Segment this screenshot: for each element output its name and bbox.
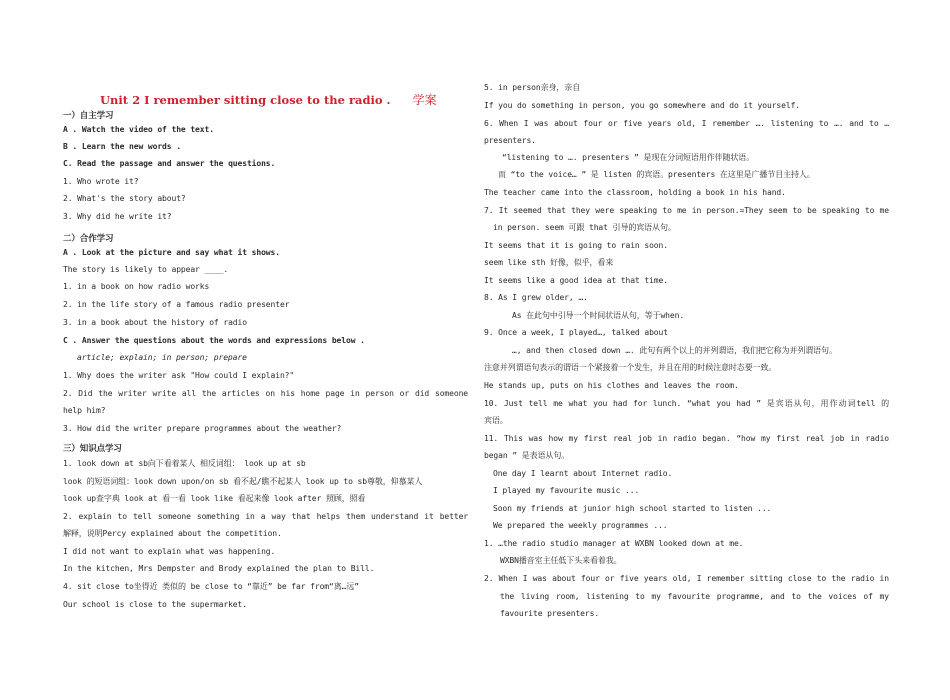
text-line: seem like sth 好像，似乎，看来 bbox=[484, 258, 614, 267]
text-line: 1. …the radio studio manager at WXBN looked down at me. bbox=[484, 539, 744, 548]
text-line: One day I learnt about Internet radio. bbox=[493, 469, 673, 478]
text-line: 8. As I grew older, …. bbox=[484, 293, 588, 302]
text-line: 11. This was how my first real job in radio began. “how my first real job in radio bbox=[484, 434, 889, 443]
text-line: C. Read the passage and answer the questions. bbox=[63, 159, 276, 168]
text-line: 2. What's the story about? bbox=[63, 194, 186, 203]
text-line: …, and then closed down …. 此句有两个以上的并列谓语，我们把它称为并列谓语句。 bbox=[512, 346, 837, 355]
text-line: 7. It seemed that they were speaking to me in person.=They seem to be speaking to me bbox=[484, 206, 889, 215]
text-line: Our school is close to the supermarket. bbox=[63, 600, 247, 609]
text-line: 1. Who wrote it? bbox=[63, 177, 139, 186]
text-line: I played my favourite music ... bbox=[493, 486, 640, 495]
text-line: WXBN播音室主任低下头来看着我。 bbox=[500, 556, 622, 565]
title-english: Unit 2 I remember sitting close to the radio . bbox=[100, 93, 391, 107]
text-line: 1. look down at sb向下看着某人 相反词组： look up at sb bbox=[63, 459, 306, 468]
text-line: 3. How did the writer prepare programmes about the weather? bbox=[63, 424, 342, 433]
text-line: A . Look at the picture and say what it shows. bbox=[63, 248, 280, 257]
text-line: I did not want to explain what was happening. bbox=[63, 547, 276, 556]
text-line: 2. When I was about four or five years old, I remember sitting close to the radio in bbox=[484, 574, 889, 583]
section-heading: 二）合作学习 bbox=[63, 234, 114, 244]
section-heading: 三）知识点学习 bbox=[63, 444, 122, 454]
text-line: began ” 是表语从句。 bbox=[484, 451, 570, 460]
text-line: look up查字典 look at 看一看 look like 看起来像 look after 照顾，照看 bbox=[63, 494, 366, 503]
text-line: As 在此句中引导一个时间状语从句，等于when. bbox=[512, 311, 685, 320]
text-line: 1. in a book on how radio works bbox=[63, 282, 210, 291]
text-line: 2. explain to tell someone something in a way that helps them understand it better bbox=[63, 512, 468, 521]
text-line: 宾语。 bbox=[484, 416, 508, 425]
text-line: 5. in person亲身，亲自 bbox=[484, 83, 581, 92]
text-line: 4. sit close to坐得近 类似的 be close to “靠近” be far from“离…远” bbox=[63, 582, 359, 591]
title-chinese: 学案 bbox=[412, 93, 437, 107]
text-line: If you do something in person, you go somewhere and do it yourself. bbox=[484, 101, 800, 110]
text-line: presenters. bbox=[484, 136, 536, 145]
text-line: 9. Once a week, I played…, talked about bbox=[484, 328, 668, 337]
section-heading: 一）自主学习 bbox=[63, 111, 114, 121]
text-line: A . Watch the video of the text. bbox=[63, 125, 214, 134]
text-line: The story is likely to appear ____. bbox=[63, 265, 229, 274]
text-line: 注意并列谓语句表示的谓语一个紧接着一个发生，并且在用的时候注意时态要一致。 bbox=[484, 363, 777, 372]
page-title bbox=[100, 91, 460, 108]
text-line: look 的短语词组：look down upon/on sb 看不起/瞧不起某人 look up to sb尊敬，仰慕某人 bbox=[63, 477, 423, 486]
text-line: 而 “to the voice… ” 是 listen 的宾语。presenters 在这里是广播节目主持人。 bbox=[498, 170, 815, 179]
text-line: article; explain; in person; prepare bbox=[77, 353, 247, 362]
text-line: We prepared the weekly programmes ... bbox=[493, 521, 668, 530]
text-line: 1. Why does the writer ask "How could I explain?" bbox=[63, 371, 295, 380]
text-line: 解释，说明Percy explained about the competition. bbox=[63, 529, 282, 538]
text-line: the living room, listening to my favourite programme, and to the voices of my bbox=[500, 592, 889, 601]
text-line: 6. When I was about four or five years old, I remember …. listening to …. and to … bbox=[484, 119, 889, 128]
text-line: help him? bbox=[63, 406, 106, 415]
text-line: 2. in the life story of a famous radio presenter bbox=[63, 300, 290, 309]
text-line: 3. in a book about the history of radio bbox=[63, 318, 247, 327]
text-line: It seems like a good idea at that time. bbox=[484, 276, 668, 285]
text-line: Soon my friends at junior high school started to listen ... bbox=[493, 504, 772, 513]
text-line: 10. Just tell me what you had for lunch. “what you had ” 是宾语从句，用作动词tell 的 bbox=[484, 399, 889, 408]
text-line: It seems that it is going to rain soon. bbox=[484, 241, 668, 250]
text-line: 3. Why did he write it? bbox=[63, 212, 172, 221]
text-line: favourite presenters. bbox=[500, 609, 600, 618]
text-line: In the kitchen, Mrs Dempster and Brody explained the plan to Bill. bbox=[63, 564, 375, 573]
text-line: “listening to …. presenters ” 是现在分词短语用作伴随状语。 bbox=[502, 153, 755, 162]
text-line: 2. Did the writer write all the articles on his home page in person or did someone bbox=[63, 389, 468, 398]
text-line: He stands up, puts on his clothes and leaves the room. bbox=[484, 381, 739, 390]
text-line: C . Answer the questions about the words and expressions below . bbox=[63, 336, 365, 345]
text-line: B . Learn the new words . bbox=[63, 142, 181, 151]
text-line: The teacher came into the classroom, holding a book in his hand. bbox=[484, 188, 786, 197]
text-line: in person. seem 可跟 that 引导的宾语从句。 bbox=[493, 223, 676, 232]
